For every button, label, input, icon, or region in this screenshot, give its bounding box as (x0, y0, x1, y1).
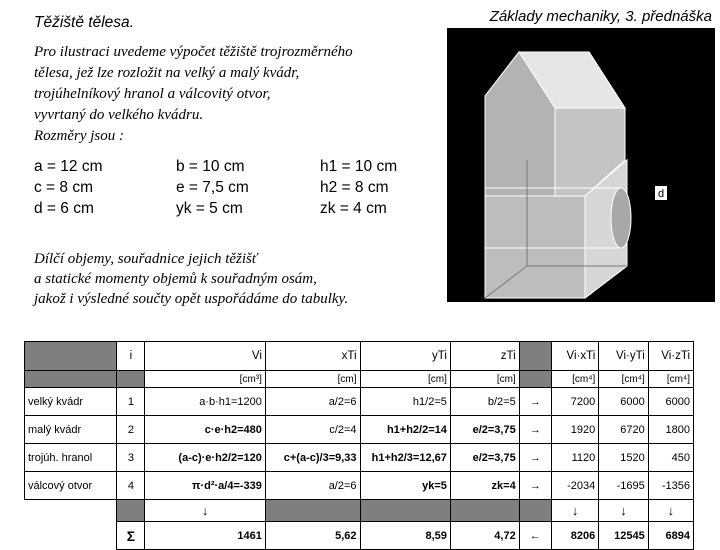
row-arrow: → (519, 416, 551, 444)
composite-body-svg (447, 28, 715, 302)
col-header-yt: yTi (360, 342, 450, 371)
col-header-vx: Vi·xTi (551, 342, 598, 371)
dimension-h2: h2 = 8 cm (320, 179, 389, 196)
dimensions-col-3 (320, 156, 397, 219)
units-i (117, 371, 145, 388)
sum-x: 5,62 (265, 522, 360, 550)
sum-z: 4,72 (450, 522, 519, 550)
unit-v: [cm³] (145, 371, 265, 388)
row-x: a/2=6 (265, 388, 360, 416)
arrow-z (450, 500, 519, 522)
table-header-row (25, 342, 694, 371)
down-arrow-vx: ↓ (551, 500, 598, 522)
intro-line: tělesa, jež lze rozložit na velký a malý kvádr, (34, 65, 300, 81)
arrow-y (360, 500, 450, 522)
sum-vx: 8206 (551, 522, 598, 550)
arrow-x (265, 500, 360, 522)
sum-vy: 12545 (599, 522, 648, 550)
row-y: h1/2=5 (360, 388, 450, 416)
dimension-h1: h1 = 10 cm (320, 158, 398, 175)
sum-y: 8,59 (360, 522, 450, 550)
row-index: 1 (117, 388, 145, 416)
row-vy: -1695 (599, 472, 648, 500)
dimension-d: d = 6 cm (34, 200, 94, 217)
down-arrow-vz: ↓ (648, 500, 693, 522)
row-y: yk=5 (360, 472, 450, 500)
cylinder-hole-end (611, 188, 631, 248)
row-index: 2 (117, 416, 145, 444)
arrow-i (117, 500, 145, 522)
unit-y: [cm] (360, 371, 450, 388)
row-y: h1+h2/3=12,67 (360, 444, 450, 472)
row-name: válcový otvor (25, 472, 117, 500)
col-header-vy: Vi·yTi (599, 342, 648, 371)
col-header-vz: Vi·zTi (648, 342, 693, 371)
unit-arrow (519, 371, 551, 388)
dimension-yk: yk = 5 cm (176, 200, 243, 217)
row-x: a/2=6 (265, 472, 360, 500)
sum-volume: 1461 (145, 522, 265, 550)
intro-line: Pro ilustraci uvedeme výpočet těžiště trojrozměrného (34, 44, 353, 60)
row-arrow: → (519, 472, 551, 500)
composite-body-figure (447, 28, 715, 302)
sum-vz: 6894 (648, 522, 693, 550)
row-vz: 1800 (648, 416, 693, 444)
intro-line: Rozměry jsou : (34, 128, 124, 144)
para-line: Dílčí objemy, souřadnice jejich těžišť (34, 251, 258, 267)
table-arrow-row (25, 500, 694, 522)
row-z: b/2=5 (450, 388, 519, 416)
row-volume: π·d²·a/4=-339 (145, 472, 265, 500)
arrow-arrow (519, 500, 551, 522)
row-vx: 7200 (551, 388, 598, 416)
col-header-v: Vi (145, 342, 265, 371)
table-sum-row (25, 522, 694, 550)
arrow-spacer (25, 500, 117, 522)
row-vy: 6000 (599, 388, 648, 416)
sum-arrow: ← (519, 522, 551, 550)
row-y: h1+h2/2=14 (360, 416, 450, 444)
down-arrow-vy: ↓ (599, 500, 648, 522)
row-vz: -1356 (648, 472, 693, 500)
dimension-e: e = 7,5 cm (176, 179, 249, 196)
table-row (25, 444, 694, 472)
row-arrow: → (519, 388, 551, 416)
row-z: zk=4 (450, 472, 519, 500)
row-name: trojúh. hranol (25, 444, 117, 472)
down-arrow-v: ↓ (145, 500, 265, 522)
dimension-zk: zk = 4 cm (320, 200, 387, 217)
para-line: a statické momenty objemů k souřadným osám, (34, 271, 317, 287)
unit-vz: [cm⁴] (648, 371, 693, 388)
centroid-table (24, 341, 694, 550)
row-name: malý kvádr (25, 416, 117, 444)
row-volume: (a-c)·e·h2/2=120 (145, 444, 265, 472)
row-vz: 6000 (648, 388, 693, 416)
unit-vx: [cm⁴] (551, 371, 598, 388)
row-index: 3 (117, 444, 145, 472)
col-header-xt: xTi (265, 342, 360, 371)
row-z: e/2=3,75 (450, 444, 519, 472)
para-line: jakož i výsledné součty opět uspořádáme do tabulky. (34, 291, 349, 307)
table-row (25, 416, 694, 444)
intro-line: vyvrtaný do velkého kvádru. (34, 107, 204, 123)
unit-vy: [cm⁴] (599, 371, 648, 388)
col-header-arrow (519, 342, 551, 371)
row-index: 4 (117, 472, 145, 500)
col-header-i: i (117, 342, 145, 371)
col-header-zt: zTi (450, 342, 519, 371)
sum-spacer (25, 522, 117, 550)
units-corner (25, 371, 117, 388)
row-volume: c·e·h2=480 (145, 416, 265, 444)
unit-z: [cm] (450, 371, 519, 388)
row-vz: 450 (648, 444, 693, 472)
dimensions-col-1 (34, 156, 103, 219)
row-vx: 1920 (551, 416, 598, 444)
table-units-row (25, 371, 694, 388)
row-x: c+(a-c)/3=9,33 (265, 444, 360, 472)
dimension-b: b = 10 cm (176, 158, 245, 175)
header-corner (25, 342, 117, 371)
row-vy: 6720 (599, 416, 648, 444)
row-arrow: → (519, 444, 551, 472)
sum-symbol: Σ (117, 522, 145, 550)
intro-text (34, 42, 353, 147)
dimension-a: a = 12 cm (34, 158, 103, 175)
slide-title: Těžiště tělesa. (34, 14, 134, 31)
row-volume: a·b·h1=1200 (145, 388, 265, 416)
row-name: velký kvádr (25, 388, 117, 416)
table-row (25, 388, 694, 416)
intro-line: trojúhelníkový hranol a válcovitý otvor, (34, 86, 271, 102)
row-z: e/2=3,75 (450, 416, 519, 444)
table-row (25, 472, 694, 500)
unit-x: [cm] (265, 371, 360, 388)
dimensions-col-2 (176, 156, 249, 219)
row-vx: 1120 (551, 444, 598, 472)
row-x: c/2=4 (265, 416, 360, 444)
table-intro-text (34, 249, 348, 309)
lecture-header: Základy mechaniky, 3. přednáška (489, 8, 712, 25)
row-vy: 1520 (599, 444, 648, 472)
image-label-d: d (657, 188, 665, 200)
dimension-c: c = 8 cm (34, 179, 94, 196)
row-vx: -2034 (551, 472, 598, 500)
